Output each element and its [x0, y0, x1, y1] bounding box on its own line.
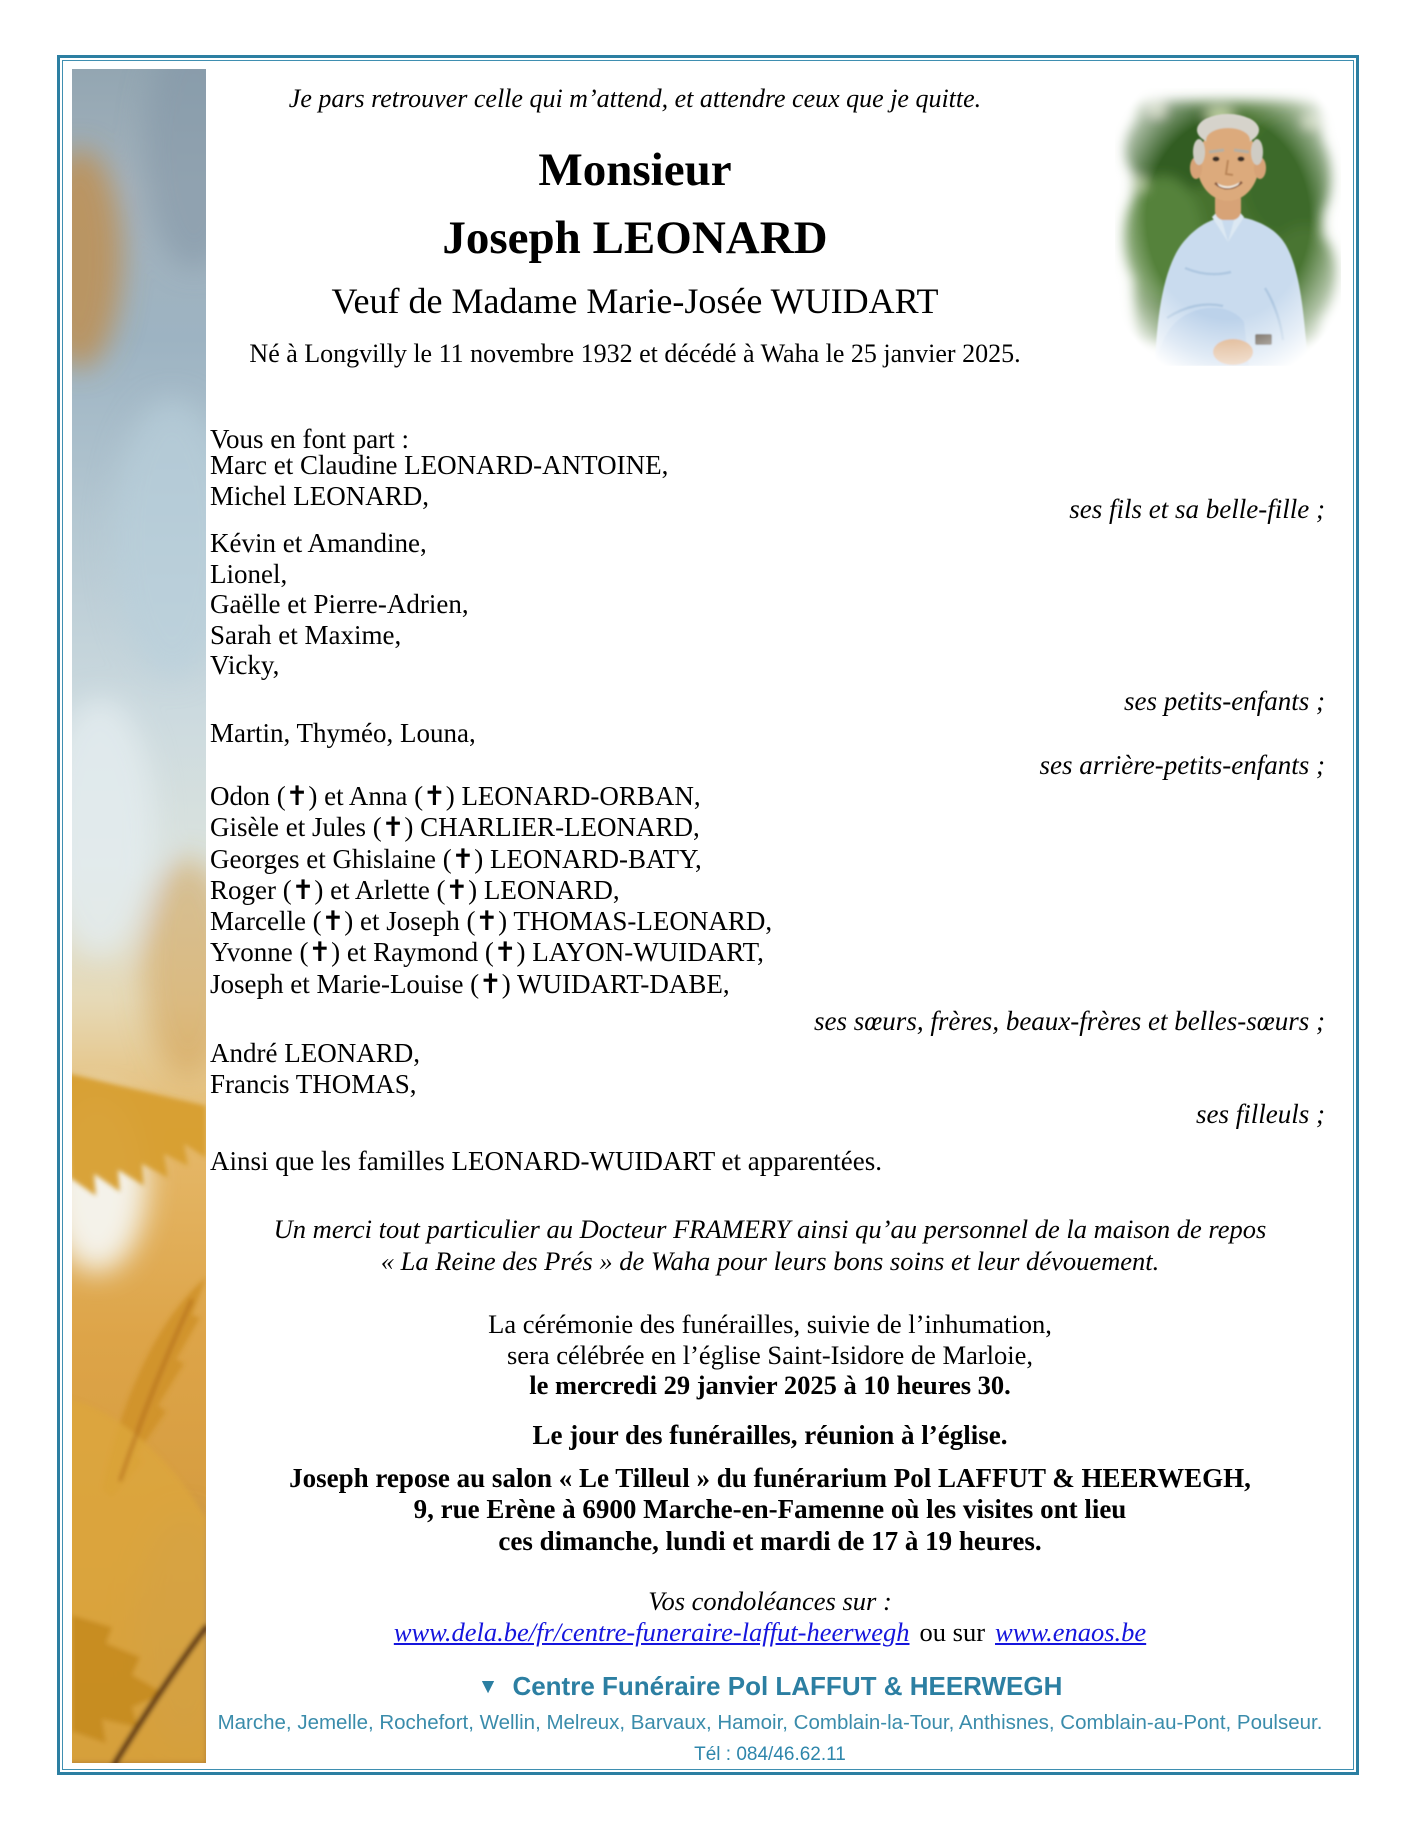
thanks-block — [210, 1213, 1330, 1277]
funeral-home-name: Centre Funéraire Pol LAFFUT & HEERWEGH — [512, 1671, 1063, 1701]
triangle-down-icon: ▼ — [477, 1675, 499, 1698]
family-member-line: Gaëlle et Pierre-Adrien, — [210, 589, 469, 620]
family-member-line: Michel LEONARD, — [210, 480, 429, 511]
family-member-line: Marcelle (✝) et Joseph (✝) THOMAS-LEONARD, — [210, 906, 773, 937]
condolences-link-enaos[interactable]: www.enaos.be — [995, 1617, 1147, 1647]
thanks-line: « La Reine des Prés » de Waha pour leurs bons soins et leur dévouement. — [380, 1246, 1160, 1276]
ceremony-block — [210, 1309, 1330, 1401]
ceremony-date-line: le mercredi 29 janvier 2025 à 10 heures 30. — [529, 1370, 1011, 1400]
ceremony-line: sera célébrée en l’église Saint-Isidore de Marloie, — [506, 1339, 1034, 1370]
family-member-line: Vicky, — [210, 650, 280, 681]
birth-death-line: Né à Longvilly le 11 novembre 1932 et décédé à Waha le 25 janvier 2025. — [249, 339, 1021, 368]
relation-label-godsons: ses filleuls ; — [1196, 1099, 1325, 1129]
children-list — [210, 450, 668, 511]
thanks-line: Un merci tout particulier au Docteur FRAMERY ainsi qu’au personnel de la maison de repos — [273, 1214, 1267, 1244]
siblings-list — [210, 781, 772, 1000]
deceased-portrait-photo — [1115, 88, 1341, 366]
widower-line: Veuf de Madame Marie-Josée WUIDART — [331, 281, 939, 321]
repose-line: Joseph repose au salon « Le Tilleul » du funérarium Pol LAFFUT & HEERWEGH, — [289, 1463, 1251, 1493]
family-member-line: Lionel, — [210, 558, 288, 589]
relation-label-children: ses fils et sa belle-fille ; — [1069, 494, 1325, 524]
family-member-line: Odon (✝) et Anna (✝) LEONARD-ORBAN, — [210, 781, 701, 811]
autumn-leaves-image — [72, 69, 206, 1763]
reunion-line: Le jour des funérailles, réunion à l’église. — [532, 1420, 1008, 1450]
repose-line: 9, rue Erène à 6900 Marche-en-Famenne où les visites ont lieu — [413, 1494, 1127, 1525]
family-member-line: Francis THOMAS, — [210, 1068, 417, 1099]
condolences-intro: Vos condoléances sur : — [648, 1586, 892, 1616]
repose-line: ces dimanche, lundi et mardi de 17 à 19 heures. — [498, 1525, 1042, 1556]
family-member-line: Gisèle et Jules (✝) CHARLIER-LEONARD, — [210, 812, 700, 843]
family-member-line: André LEONARD, — [210, 1038, 420, 1068]
family-member-line: Joseph et Marie-Louise (✝) WUIDART-DABE, — [210, 968, 730, 999]
family-member-line: Kévin et Amandine, — [210, 528, 427, 558]
related-families-line: Ainsi que les familles LEONARD-WUIDART et apparentées. — [210, 1146, 882, 1176]
deceased-name: Joseph LEONARD — [442, 212, 828, 264]
great-grandchildren-list — [210, 718, 476, 749]
funeral-home-locations: Marche, Jemelle, Rochefort, Wellin, Melreux, Barvaux, Hamoir, Comblain-la-Tour, Anthisnes, Comblain-au-Pont, Poulseur. — [217, 1711, 1323, 1734]
announcement-intro: Vous en font part : — [210, 424, 409, 454]
header-block — [230, 136, 1040, 373]
funeral-home-heading — [210, 1671, 1330, 1702]
portrait-image — [1115, 88, 1341, 366]
condolences-links — [210, 1617, 1330, 1648]
family-member-line: Roger (✝) et Arlette (✝) LEONARD, — [210, 874, 620, 905]
ceremony-line: La cérémonie des funérailles, suivie de l’inhumation, — [488, 1309, 1052, 1339]
repose-block — [210, 1463, 1330, 1557]
family-member-line: Yvonne (✝) et Raymond (✝) LAYON-WUIDART, — [210, 937, 764, 968]
links-separator: ou sur — [919, 1617, 986, 1647]
memorial-quote: Je pars retrouver celle qui m’attend, et attendre ceux que je quitte. — [288, 84, 982, 113]
civility-title: Monsieur — [538, 144, 732, 196]
autumn-leaves-photo — [72, 69, 206, 1763]
godsons-list — [210, 1038, 420, 1099]
condolences-link-dela[interactable]: www.dela.be/fr/centre-funeraire-laffut-heerwegh — [393, 1617, 910, 1647]
relation-label-grandchildren: ses petits-enfants ; — [1124, 686, 1325, 716]
funeral-home-phone: Tél : 084/46.62.11 — [694, 1744, 846, 1765]
family-member-line: Georges et Ghislaine (✝) LEONARD-BATY, — [210, 843, 702, 874]
family-member-line: Martin, Thyméo, Louna, — [210, 718, 476, 748]
family-member-line: Sarah et Maxime, — [210, 619, 402, 650]
family-member-line: Marc et Claudine LEONARD-ANTOINE, — [210, 450, 669, 480]
relation-label-siblings: ses sœurs, frères, beaux-frères et belles-sœurs ; — [814, 1006, 1325, 1036]
grandchildren-list — [210, 528, 469, 681]
relation-label-great-grandchildren: ses arrière-petits-enfants ; — [1039, 750, 1325, 780]
